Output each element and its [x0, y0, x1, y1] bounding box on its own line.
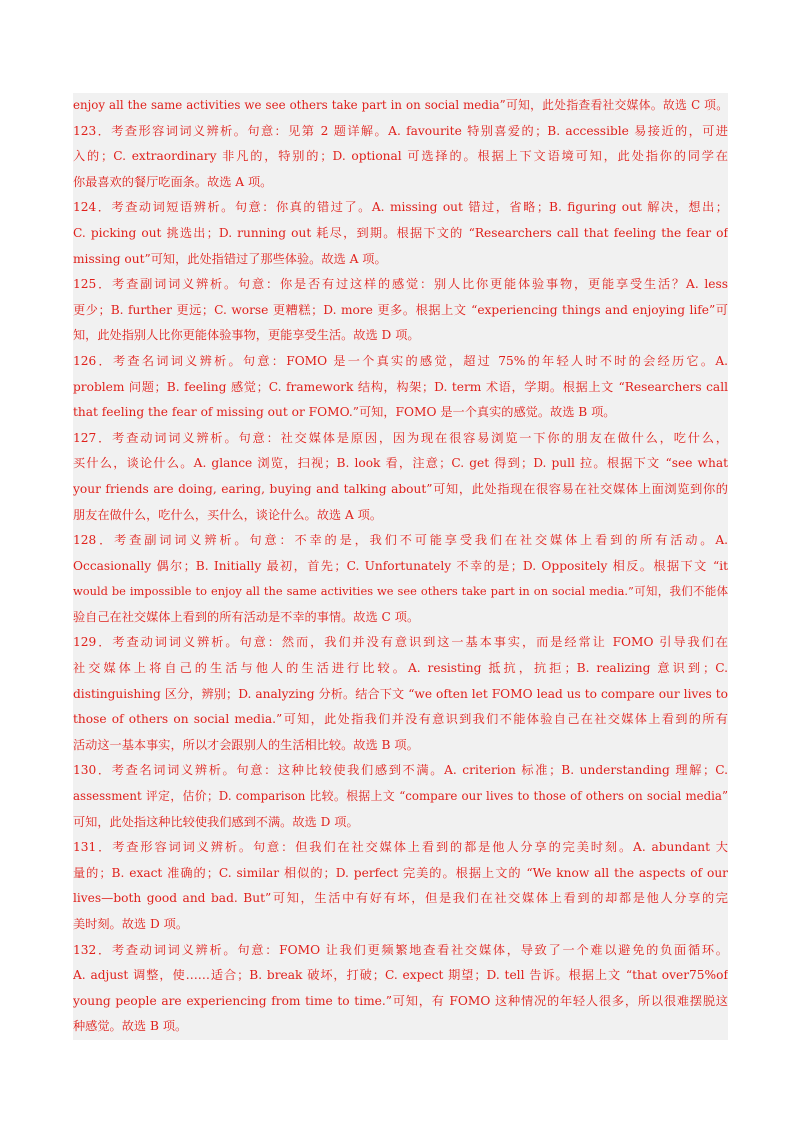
- q132-line-4: 种感觉。故选 B 项。: [73, 1014, 728, 1040]
- q128-line-3: would be impossible to enjoy all the same activities we see others take part in on social media.”可知，我们不能体: [73, 579, 728, 605]
- q129-line-1: 129．考查动词词义辨析。句意：然而，我们并没有意识到这一基本事实，而是经常让 FOMO 引导我们在: [73, 630, 728, 656]
- q132-line-1: 132．考查动词词义辨析。句意：FOMO 让我们更频繁地查看社交媒体，导致了一个难以避免的负面循环。: [73, 938, 728, 964]
- q131-line-4: 美时刻。故选 D 项。: [73, 912, 728, 938]
- q126-line-2: problem 问题；B. feeling 感觉；C. framework 结构，构架；D. term 术语，学期。根据上文 “Researchers call: [73, 375, 728, 401]
- q127-line-1: 127．考查动词词义辨析。句意：社交媒体是原因，因为现在很容易浏览一下你的朋友在做什么，吃什么，: [73, 426, 728, 452]
- q127-line-4: 朋友在做什么，吃什么，买什么，谈论什么。故选 A 项。: [73, 503, 728, 529]
- q128-line-1: 128．考查副词词义辨析。句意：不幸的是，我们不可能享受我们在社交媒体上看到的所有活动。A.: [73, 528, 728, 554]
- q124-line-1: 124．考查动词短语辨析。句意：你真的错过了。A. missing out 错过，省略；B. figuring out 解决，想出；: [73, 195, 728, 221]
- q131-line-3: lives—both good and bad. But”可知，生活中有好有坏，但是我们在社交媒体上看到的却都是他人分享的完: [73, 886, 728, 912]
- q127-line-2: 买什么，谈论什么。A. glance 浏览，扫视；B. look 看，注意；C. get 得到；D. pull 拉。根据下文 “see what: [73, 451, 728, 477]
- line-116-end: enjoy all the same activities we see others take part in on social media”可知，此处指查看社交媒体。故选 C 项。: [73, 93, 728, 119]
- q129-line-2: 社交媒体上将自己的生活与他人的生活进行比较。A. resisting 抵抗，抗拒；B. realizing 意识到；C.: [73, 656, 728, 682]
- q127-line-3: your friends are doing, earing, buying and talking about”可知，此处指现在很容易在社交媒体上面浏览到你的: [73, 477, 728, 503]
- q130-line-2: assessment 评定，估价；D. comparison 比较。根据上文 “compare our lives to those of others on social media”: [73, 784, 728, 810]
- q123-line-2: 入的；C. extraordinary 非凡的，特别的；D. optional 可选择的。根据上下文语境可知，此处指你的同学在: [73, 144, 728, 170]
- q132-line-3: young people are experiencing from time to time.”可知，有 FOMO 这种情况的年轻人很多，所以很难摆脱这: [73, 989, 728, 1015]
- q129-line-4: those of others on social media.”可知，此处指我们并没有意识到我们不能体验自己在社交媒体上看到的所有: [73, 707, 728, 733]
- q123-line-3: 你最喜欢的餐厅吃面条。故选 A 项。: [73, 170, 728, 196]
- q130-line-3: 可知，此处指这种比较使我们感到不满。故选 D 项。: [73, 810, 728, 836]
- q132-line-2: A. adjust 调整，使……适合；B. break 破坏，打破；C. expect 期望；D. tell 告诉。根据上文 “that over75%of: [73, 963, 728, 989]
- q126-line-3: that feeling the fear of missing out or FOMO.”可知，FOMO 是一个真实的感觉。故选 B 项。: [73, 400, 728, 426]
- q125-line-3: 知，此处指别人比你更能体验事物，更能享受生活。故选 D 项。: [73, 323, 728, 349]
- answer-explanations: [73, 93, 728, 1040]
- q128-line-2: Occasionally 偶尔；B. Initially 最初，首先；C. Unfortunately 不幸的是；D. Oppositely 相反。根据下文 “it: [73, 554, 728, 580]
- q129-line-3: distinguishing 区分，辨别；D. analyzing 分析。结合下文 “we often let FOMO lead us to compare our lives to: [73, 682, 728, 708]
- q123-line-1: 123．考查形容词词义辨析。句意：见第 2 题详解。A. favourite 特别喜爱的；B. accessible 易接近的，可进: [73, 119, 728, 145]
- q124-line-3: missing out”可知，此处指错过了那些体验。故选 A 项。: [73, 247, 728, 273]
- q125-line-2: 更少；B. further 更远；C. worse 更糟糕；D. more 更多。根据上文 “experiencing things and enjoying life”可: [73, 298, 728, 324]
- q130-line-1: 130．考查名词词义辨析。句意：这种比较使我们感到不满。A. criterion 标准；B. understanding 理解；C.: [73, 758, 728, 784]
- q131-line-2: 量的；B. exact 准确的；C. similar 相似的；D. perfect 完美的。根据上文的 “We know all the aspects of our: [73, 861, 728, 887]
- q124-line-2: C. picking out 挑选出；D. running out 耗尽，到期。根据下文的 “Researchers call that feeling the fear of: [73, 221, 728, 247]
- q126-line-1: 126．考查名词词义辨析。句意：FOMO 是一个真实的感觉，超过 75%的年轻人时不时的会经历它。A.: [73, 349, 728, 375]
- q125-line-1: 125．考查副词词义辨析。句意：你是否有过这样的感觉：别人比你更能体验事物，更能享受生活？A. less: [73, 272, 728, 298]
- q131-line-1: 131．考查形容词词义辨析。句意：但我们在社交媒体上看到的都是他人分享的完美时刻。A. abundant 大: [73, 835, 728, 861]
- q128-line-4: 验自己在社交媒体上看到的所有活动是不幸的事情。故选 C 项。: [73, 605, 728, 631]
- q129-line-5: 活动这一基本事实，所以才会跟别人的生活相比较。故选 B 项。: [73, 733, 728, 759]
